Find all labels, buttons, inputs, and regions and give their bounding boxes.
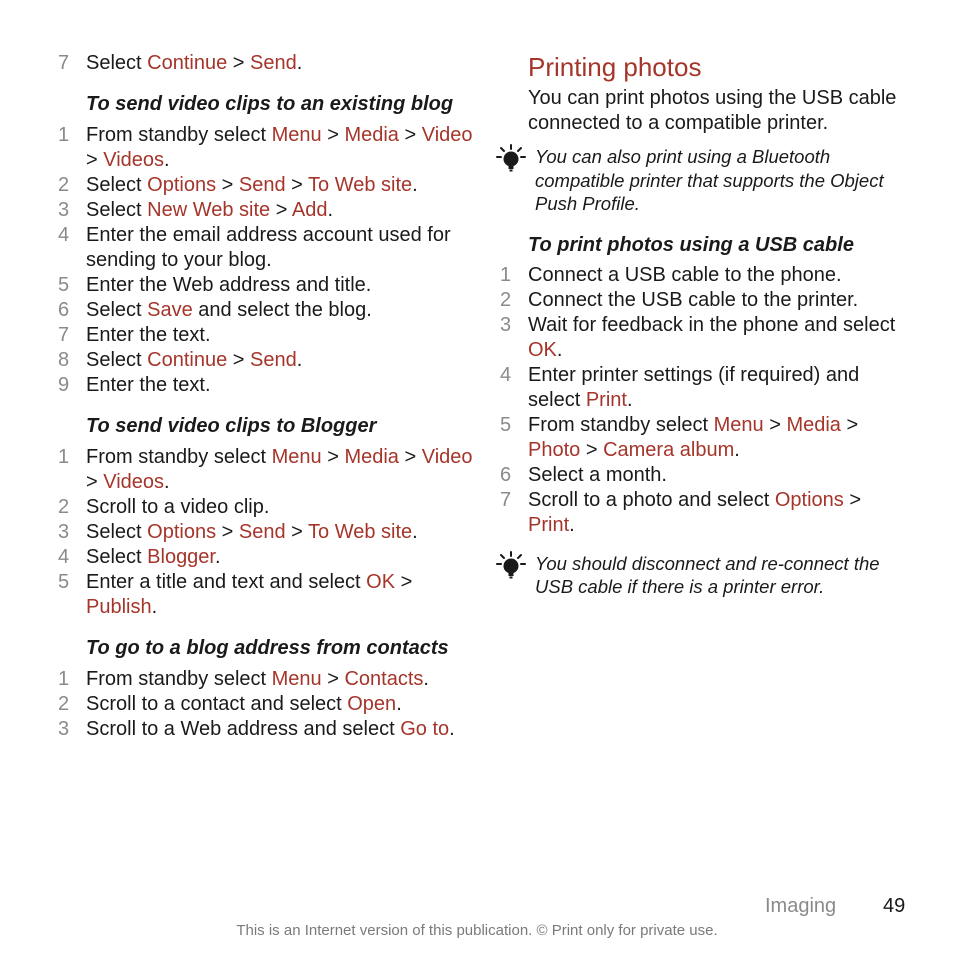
- menu-link-media[interactable]: Media: [786, 413, 841, 436]
- step-number: 7: [58, 324, 70, 346]
- menu-link-videos[interactable]: Videos: [103, 149, 165, 171]
- menu-link-send[interactable]: Send: [238, 174, 286, 196]
- list-item: 3 Select New Web site > Add.: [58, 199, 334, 221]
- list-item: 5 From standby select Menu > Media > Photo > Camera album.: [500, 413, 859, 461]
- menu-link-continue[interactable]: Continue: [147, 349, 228, 371]
- menu-link-to-web-site[interactable]: To Web site: [308, 174, 413, 196]
- step-number: 6: [500, 463, 512, 486]
- menu-link-go-to[interactable]: Go to: [400, 718, 450, 740]
- step-number: 2: [500, 288, 512, 311]
- menu-link-send[interactable]: Send: [238, 521, 286, 543]
- tip-text: You should disconnect and re-connect the USB cable if there is a printer error.: [535, 552, 880, 597]
- footer-notice: This is an Internet version of this publication. © Print only for private use.: [236, 922, 718, 939]
- step-number: 7: [58, 52, 70, 74]
- list-item: 9 Enter the text.: [58, 374, 211, 396]
- step-number: 1: [58, 446, 70, 468]
- step-number: 5: [58, 274, 70, 296]
- menu-link-continue[interactable]: Continue: [147, 52, 228, 74]
- procedure-title-existing-blog: To send video clips to an existing blog: [86, 93, 454, 115]
- list-item: 7 Scroll to a photo and select Options > Print.: [500, 488, 862, 536]
- step-number: 5: [500, 413, 512, 436]
- step-select-continue-send: 7 Select Continue > Send.: [58, 52, 303, 74]
- list-item: 1 From standby select Menu > Contacts.: [58, 668, 429, 690]
- step-number: 9: [58, 374, 70, 396]
- step-number: 1: [58, 124, 70, 146]
- menu-link-options[interactable]: Options: [774, 488, 844, 511]
- lightbulb-tip-icon: [494, 550, 528, 580]
- step-number: 2: [58, 496, 70, 518]
- menu-link-camera-album[interactable]: Camera album: [603, 438, 735, 461]
- step-number: 1: [58, 668, 70, 690]
- list-item: 1 Connect a USB cable to the phone.: [500, 263, 842, 286]
- page-number: 49: [883, 895, 906, 917]
- procedure-title-blogger: To send video clips to Blogger: [86, 415, 377, 437]
- list-item: 6 Select Save and select the blog.: [58, 299, 372, 321]
- list-item: 2 Scroll to a video clip.: [58, 496, 270, 518]
- menu-link-media[interactable]: Media: [344, 124, 399, 146]
- procedure-title-contacts: To go to a blog address from contacts: [86, 637, 449, 659]
- menu-link-options[interactable]: Options: [147, 174, 217, 196]
- step-number: 3: [500, 313, 512, 336]
- step-number: 2: [58, 174, 70, 196]
- section-heading: Printing photos: [528, 52, 702, 82]
- menu-link-open[interactable]: Open: [347, 693, 397, 715]
- tip-text: You can also print using a Bluetooth compatible printer that supports the Object Push Profile.: [535, 146, 884, 214]
- procedure-title-usb: To print photos using a USB cable: [528, 233, 854, 256]
- list-item: 5 Enter the Web address and title.: [58, 274, 372, 296]
- menu-link-menu[interactable]: Menu: [713, 413, 764, 436]
- list-item: 2 Connect the USB cable to the printer.: [500, 288, 859, 311]
- list-item: 3 Wait for feedback in the phone and select OK.: [500, 313, 896, 361]
- step-number: 3: [58, 521, 70, 543]
- menu-link-to-web-site[interactable]: To Web site: [308, 521, 413, 543]
- menu-link-send[interactable]: Send: [250, 52, 297, 74]
- list-item: 2 Scroll to a contact and select Open.: [58, 693, 402, 715]
- menu-link-contacts[interactable]: Contacts: [344, 668, 424, 690]
- step-number: 8: [58, 349, 70, 371]
- list-item: 5 Enter a title and text and select OK > Publish.: [58, 571, 413, 618]
- step-number: 4: [500, 363, 512, 386]
- list-item: 8 Select Continue > Send.: [58, 349, 303, 371]
- menu-link-blogger[interactable]: Blogger: [147, 546, 215, 568]
- step-number: 3: [58, 718, 70, 740]
- right-column: [500, 0, 910, 599]
- menu-link-print[interactable]: Print: [528, 513, 570, 536]
- list-item: 3 Select Options > Send > To Web site.: [58, 521, 418, 543]
- step-number: 3: [58, 199, 70, 221]
- menu-link-new-web-site[interactable]: New Web site: [147, 199, 271, 221]
- menu-link-video[interactable]: Video: [421, 446, 473, 468]
- menu-link-ok[interactable]: OK: [528, 338, 557, 361]
- menu-link-videos[interactable]: Videos: [103, 471, 165, 493]
- menu-link-send[interactable]: Send: [250, 349, 297, 371]
- step-number: 7: [500, 488, 512, 511]
- step-number: 4: [58, 546, 70, 568]
- menu-link-print[interactable]: Print: [585, 388, 627, 411]
- list-item: 6 Select a month.: [500, 463, 667, 486]
- intro-paragraph: You can print photos using the USB cable connected to a compatible printer.: [528, 87, 897, 134]
- list-item: 1 From standby select Menu > Media > Video > Videos.: [58, 124, 473, 171]
- menu-link-save[interactable]: Save: [147, 299, 193, 321]
- menu-link-photo[interactable]: Photo: [528, 438, 581, 461]
- menu-link-publish[interactable]: Publish: [86, 596, 152, 618]
- list-item: 2 Select Options > Send > To Web site.: [58, 174, 418, 196]
- menu-link-ok[interactable]: OK: [366, 571, 396, 593]
- menu-link-menu[interactable]: Menu: [271, 124, 322, 146]
- step-number: 4: [58, 224, 70, 246]
- tip-bluetooth: [500, 145, 910, 216]
- menu-link-menu[interactable]: Menu: [271, 446, 322, 468]
- list-item: 1 From standby select Menu > Media > Video > Videos.: [58, 446, 473, 493]
- menu-link-menu[interactable]: Menu: [271, 668, 322, 690]
- list-item: 4 Select Blogger.: [58, 546, 221, 568]
- left-column: [58, 0, 474, 742]
- menu-link-options[interactable]: Options: [147, 521, 217, 543]
- lightbulb-tip-icon: [494, 143, 528, 173]
- step-number: 6: [58, 299, 70, 321]
- step-number: 1: [500, 263, 512, 286]
- list-item: 3 Scroll to a Web address and select Go to.: [58, 718, 455, 740]
- footer-section-name: Imaging: [765, 895, 837, 917]
- step-number: 2: [58, 693, 70, 715]
- menu-link-media[interactable]: Media: [344, 446, 399, 468]
- menu-link-add[interactable]: Add: [291, 199, 328, 221]
- menu-link-video[interactable]: Video: [421, 124, 473, 146]
- tip-usb-reconnect: [500, 552, 910, 599]
- list-item: 4 Enter the email address account used for sending to your blog.: [58, 224, 451, 271]
- step-number: 5: [58, 571, 70, 593]
- list-item: 7 Enter the text.: [58, 324, 211, 346]
- list-item: 4 Enter printer settings (if required) and select Print.: [500, 363, 860, 411]
